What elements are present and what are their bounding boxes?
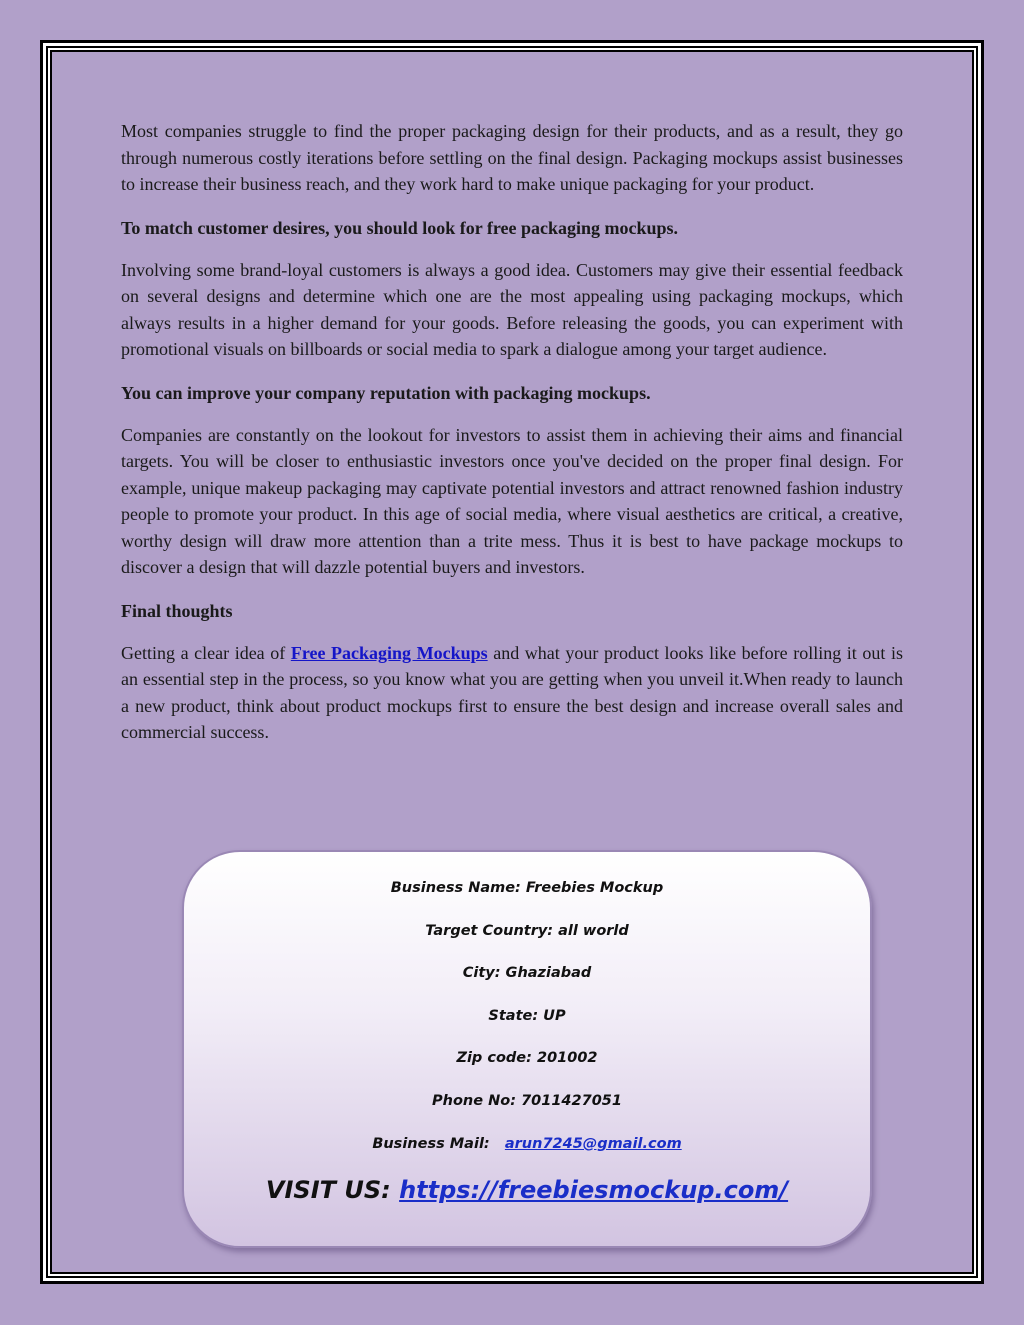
website-link[interactable]: https://freebiesmockup.com/ bbox=[399, 1176, 789, 1204]
final-text-end: and what your product looks like before rolling it out is an essential step in the process, so you know what you are getting when you unveil it.When ready to launch a new product, think about product mockups first to ensure the best design and increase overall sales and commercial success. bbox=[121, 642, 903, 742]
free-packaging-mockups-link[interactable]: Free Packaging Mockups bbox=[290, 642, 488, 663]
business-mail-link[interactable]: arun7245@gmail.com bbox=[504, 1136, 682, 1152]
article-body bbox=[121, 118, 903, 763]
business-name-line: Business Name: Freebies Mockup bbox=[390, 880, 664, 896]
business-info-card bbox=[182, 850, 872, 1248]
visit-us-label: VISIT US: bbox=[265, 1176, 400, 1204]
business-mail-line bbox=[184, 1134, 870, 1154]
intro-paragraph: Most companies struggle to find the proper packaging design for their products, and as a result, they go through numerous costly iterations before settling on the final design. Packaging mockups assist businesses to increase their business reach, and they work hard to make unique packaging for your product. bbox=[121, 121, 903, 194]
state-line: State: UP bbox=[488, 1008, 566, 1024]
investors-paragraph: Companies are constantly on the lookout for investors to assist them in achieving their aims and financial targets. You will be closer to enthusiastic investors once you've decided on the proper final design. For example, unique makeup packaging may captivate potential investors and attract renowned fashion industry people to promote your product. In this age of social media, where visual aesthetics are critical, a creative, worthy design will draw more attention than a trite mess. Thus it is best to have package mockups to discover a design that will dazzle potential buyers and investors. bbox=[121, 424, 903, 577]
visit-us-line bbox=[184, 1175, 870, 1205]
city-line: City: Ghaziabad bbox=[462, 965, 592, 981]
phone-line: Phone No: 7011427051 bbox=[432, 1093, 622, 1109]
zip-code-line: Zip code: 201002 bbox=[456, 1050, 598, 1066]
heading-final-thoughts: Final thoughts bbox=[121, 600, 233, 621]
final-thoughts-paragraph bbox=[121, 640, 903, 746]
target-country-line: Target Country: all world bbox=[425, 923, 629, 939]
final-text-start: Getting a clear idea of bbox=[121, 642, 291, 663]
heading-customer-desires: To match customer desires, you should look for free packaging mockups. bbox=[121, 217, 679, 238]
business-mail-label: Business Mail: bbox=[372, 1136, 505, 1152]
heading-company-reputation: You can improve your company reputation with packaging mockups. bbox=[121, 382, 651, 403]
brand-loyal-paragraph: Involving some brand-loyal customers is always a good idea. Customers may give their essential feedback on several designs and determine which one are the most appealing using packaging mockups, which always results in a higher demand for your goods. Before releasing the goods, you can experiment with promotional visuals on billboards or social media to spark a dialogue among your target audience. bbox=[121, 259, 903, 359]
